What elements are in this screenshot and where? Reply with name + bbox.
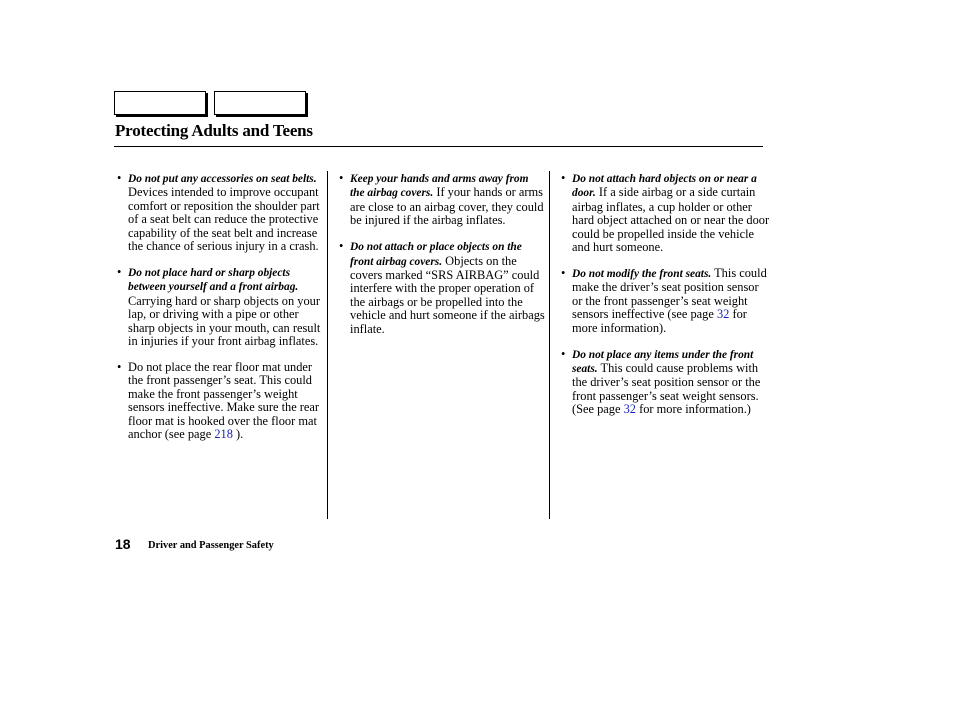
text-column-1 [117, 172, 323, 454]
bullet-body: Do not place the rear floor mat under the front passenger’s seat. This could make the front passenger’s weight sensors ineffective. Make sure the rear floor mat is hooked over the floor mat anchor (see page [128, 360, 320, 442]
bullet-icon: • [339, 239, 344, 254]
page-reference-link[interactable]: 32 [623, 402, 636, 417]
bullet-icon: • [339, 171, 344, 185]
bullet-icon: • [561, 266, 566, 281]
bullet-body: Devices intended to improve occupant comfort or reposition the shoulder part of a seat belt can reduce the protective capability of the seat belt and increase the chance of serious injury in a crash. [128, 185, 320, 254]
bullet-body-end: for more information.) [636, 402, 751, 417]
bullet-item [117, 361, 323, 441]
bullet-body: If your hands or arms are close to an airbag cover, they could be injured if the airbag inflates. [350, 185, 544, 228]
bullet-item [117, 172, 323, 253]
bullet-body: Objects on the covers marked “SRS AIRBAG” could interfere with the proper operation of the airbags or be propelled into the vehicle and hurt someone if the airbags inflate. [350, 253, 545, 336]
page-reference-link[interactable]: 218 [214, 427, 233, 442]
text-column-3 [561, 172, 771, 429]
bullet-body: This could cause problems with the driver’s seat position sensor or the front passenger’s seat weight sensors. (See page [572, 361, 761, 417]
bullet-lead: Do not attach hard objects on or near a door. [572, 173, 757, 200]
bullet-lead: Do not attach or place objects on the front airbag covers. [350, 241, 522, 268]
bullet-lead: Do not place any items under the front seats. [572, 348, 754, 376]
page-title: Protecting Adults and Teens [115, 121, 313, 140]
nav-tab-box-2[interactable] [214, 91, 306, 115]
bullet-body-end: ). [232, 427, 244, 442]
page-reference-link[interactable]: 32 [716, 307, 730, 322]
bullet-body-end: for more information). [572, 307, 747, 335]
column-divider [549, 171, 550, 519]
bullet-body: This could make the driver’s seat position sensor or the front passenger’s seat weight sensors ineffective (see page [572, 266, 767, 322]
page-number: 18 [115, 536, 131, 552]
bullet-lead: Keep your hands and arms away from the airbag covers. [350, 173, 529, 200]
bullet-lead: Do not modify the front seats. [572, 268, 712, 281]
bullet-icon: • [561, 346, 566, 361]
bullet-item [339, 240, 545, 336]
bullet-body: If a side airbag or a side curtain airbag inflates, a cup holder or other hard object attached on or near the door could be propelled inside the vehicle and hurt someone. [572, 185, 770, 255]
text-column-2 [339, 172, 545, 349]
footer-section-title: Driver and Passenger Safety [148, 540, 274, 551]
bullet-item [339, 172, 545, 228]
bullet-icon: • [117, 360, 122, 375]
bullet-item [561, 172, 771, 254]
column-divider [327, 171, 328, 519]
bullet-item [117, 266, 323, 348]
title-divider [114, 146, 763, 147]
bullet-item [561, 267, 771, 335]
bullet-lead: Do not place hard or sharp objects between yourself and a front airbag. [128, 267, 299, 294]
bullet-item [561, 348, 771, 417]
bullet-body: Carrying hard or sharp objects on your lap, or driving with a pipe or other sharp objects in your mouth, can result in injuries if your front airbag inflates. [128, 293, 321, 349]
bullet-icon: • [117, 265, 122, 280]
bullet-lead: Do not put any accessories on seat belts. [128, 173, 317, 185]
bullet-icon: • [561, 171, 566, 185]
bullet-icon: • [117, 171, 122, 185]
nav-tab-box-1[interactable] [114, 91, 206, 115]
